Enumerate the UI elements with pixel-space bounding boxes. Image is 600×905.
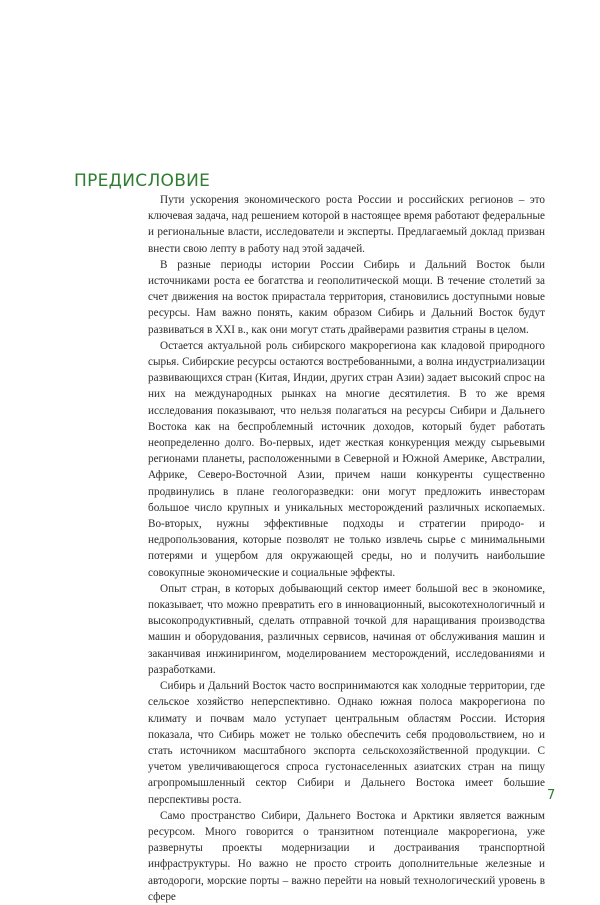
paragraph: Сибирь и Дальний Восток часто воспринимаются как холодные территории, где сельское хозяйство неперспективно. Однако южная полоса макрорегиона по климату и почвам мало уступает центральным областям России. История показала, что Сибирь может не только обеспечить себя продовольствием, но и стать источником масштабного экспорта сельскохозяйственной продукции. С учетом увеличивающегося спроса густонаселенных азиатских стран на пищу агропромышленный сектор Сибири и Дальнего Востока имеет большие перспективы роста. (148, 680, 545, 806)
paragraph: Остается актуальной роль сибирского макрорегиона как кладовой природного сырья. Сибирские ресурсы остаются востребованными, а волна индустриализации развивающихся стран (Китая, Индии, других стран Азии) задает высокий спрос на них на международных рынках на многие десятилетия. В то же время исследования показывают, что нельзя полагаться на ресурсы Сибири и Дальнего Востока как на беспроблемный источник доходов, который будет работать неопределенно долго. Во-первых, идет жесткая конкуренция между сырьевыми регионами планеты, расположенными в Северной и Южной Америке, Австралии, Африке, Северо-Восточной Азии, причем наши конкуренты существенно продвинулись в плане геологоразведки: они могут предложить инвесторам большое число крупных и уникальных месторождений различных ископаемых. Во-вторых, нужны эффективные подходы и стратегии природо- и недропользования, которые позволят не только извлечь сырье с минимальными потерями и ущербом для окружающей среды, но и получить наибольшие совокупные экономические и социальные эффекты. (148, 339, 545, 579)
paragraph: Опыт стран, в которых добывающий сектор имеет большой вес в экономике, показывает, что можно превратить его в инновационный, высокотехнологичный и высокопродуктивный, сделать отправной точкой для наращивания производства машин и оборудования, различных сервисов, начиная от обслуживания машин и заканчивая инжинирингом, моделированием месторождений, исследованиями и разработками. (148, 582, 545, 676)
paragraph: В разные периоды истории России Сибирь и Дальний Восток были источниками роста ее богатства и геополитической мощи. В течение столетий за счет движения на восток прирастала территория, становились доступными новые ресурсы. Нам важно понять, каким образом Сибирь и Дальний Восток будут развиваться в XXI в., как они могут стать драйверами развития страны в целом. (148, 258, 545, 336)
paragraph: Пути ускорения экономического роста России и российских регионов – это ключевая задача, над решением которой в настоящее время работают федеральные и региональные власти, исследователи и эксперты. Предлагаемый доклад призван внести свою лепту в работу над этой задачей. (148, 194, 545, 255)
page-number: 7 (547, 788, 556, 803)
paragraph: Само пространство Сибири, Дальнего Востока и Арктики является важным ресурсом. Много говорится о транзитном потенциале макрорегиона, уже развернуты проекты модернизации и достраивания транспортной инфраструктуры. Но важно не просто строить дополнительные железные и автодороги, морские порты – важно перейти на новый технологический уровень в сфере (148, 809, 545, 903)
section-heading: ПРЕДИСЛОВИЕ (74, 171, 211, 191)
body-text (148, 192, 545, 905)
